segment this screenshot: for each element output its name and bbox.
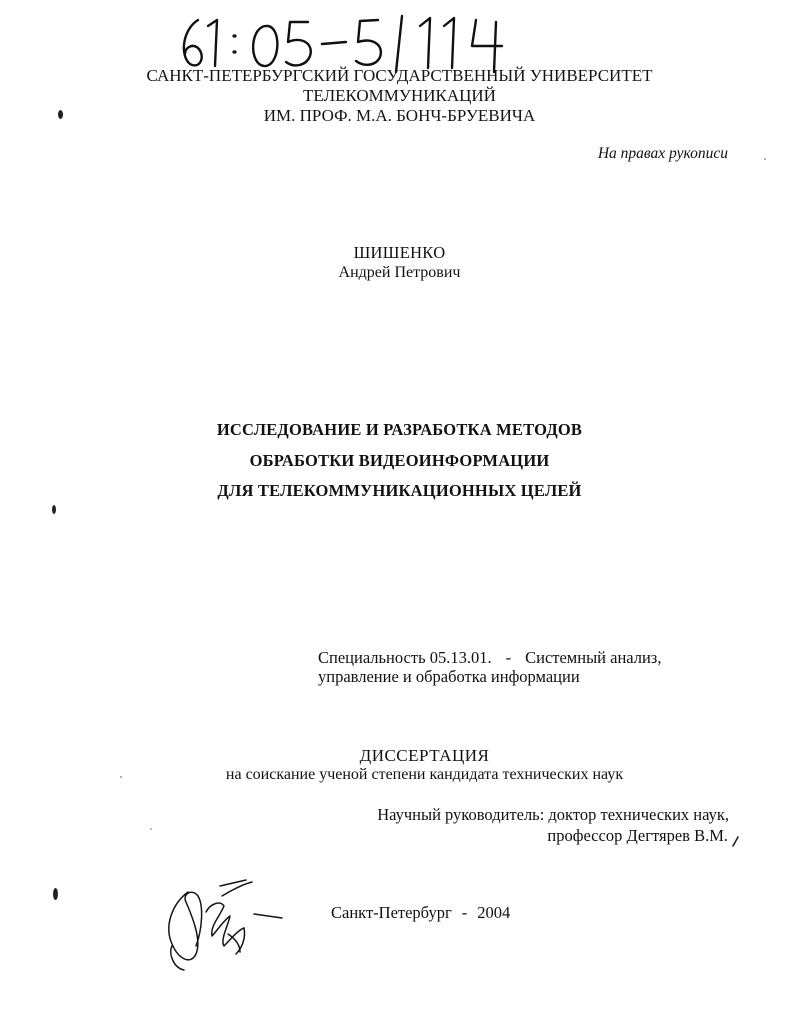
handwritten-signature xyxy=(150,874,290,974)
university-name-line-3: ИМ. ПРОФ. М.А. БОНЧ-БРУЕВИЧА xyxy=(263,106,536,125)
pen-tick-mark xyxy=(731,836,741,848)
specialty-name-part-1: Системный анализ, xyxy=(525,648,662,667)
specialty-name-part-2: управление и обработка информации xyxy=(318,667,580,686)
university-name-line-2: ТЕЛЕКОММУНИКАЦИЙ xyxy=(303,86,496,105)
handwritten-catalog-mark xyxy=(176,12,536,74)
scan-speck xyxy=(53,888,58,900)
scan-speck xyxy=(764,158,766,160)
dissertation-purpose: на соискание ученой степени кандидата технических наук xyxy=(225,766,624,783)
specialty-code: Специальность 05.13.01. xyxy=(318,648,492,667)
specialty-dash: - xyxy=(505,648,512,667)
dissertation-label: ДИССЕРТАЦИЯ xyxy=(359,746,490,765)
city-name: Санкт-Петербург xyxy=(331,903,452,922)
author-surname: ШИШЕНКО xyxy=(353,243,446,262)
supervisor-line-2: профессор Дегтярев В.М. xyxy=(547,826,728,845)
author-given-names: Андрей Петрович xyxy=(338,264,461,281)
specialty-line-1 xyxy=(318,648,661,668)
dissertation-title-line-1: ИССЛЕДОВАНИЕ И РАЗРАБОТКА МЕТОДОВ xyxy=(216,420,583,439)
year: 2004 xyxy=(477,903,511,922)
dissertation-title-line-2: ОБРАБОТКИ ВИДЕОИНФОРМАЦИИ xyxy=(249,451,550,470)
scan-speck xyxy=(58,110,63,119)
supervisor-line-1: Научный руководитель: доктор технических наук, xyxy=(377,805,729,824)
scan-speck xyxy=(150,828,152,830)
dissertation-title-line-3: ДЛЯ ТЕЛЕКОММУНИКАЦИОННЫХ ЦЕЛЕЙ xyxy=(217,481,582,500)
city-year xyxy=(331,903,510,923)
city-year-dash: - xyxy=(461,903,468,922)
manuscript-rights-note: На правах рукописи xyxy=(597,145,728,162)
university-name-line-1: САНКТ-ПЕТЕРБУРГСКИЙ ГОСУДАРСТВЕННЫЙ УНИВЕРСИТЕТ xyxy=(146,66,653,85)
scan-speck xyxy=(52,505,56,514)
scan-speck xyxy=(120,776,122,778)
